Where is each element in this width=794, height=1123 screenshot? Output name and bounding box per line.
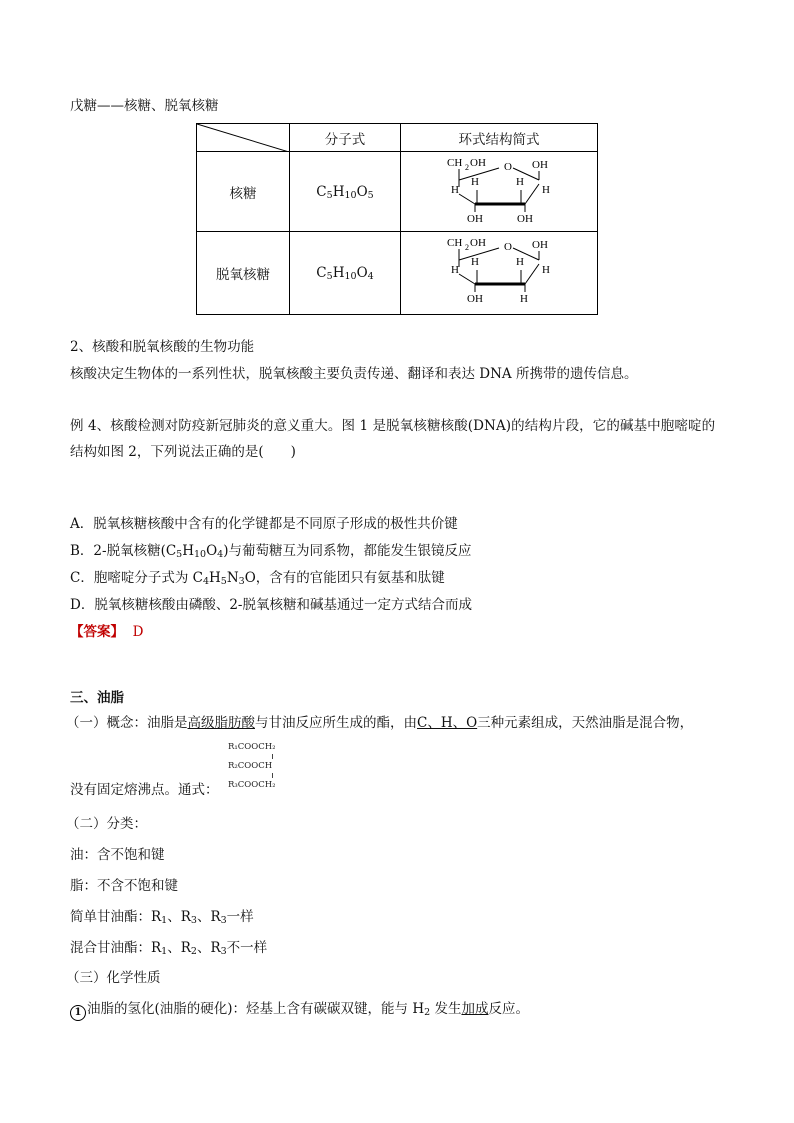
ring-text: H — [471, 176, 479, 188]
answer-value: D — [132, 624, 144, 640]
ring-text: 2 — [465, 243, 469, 252]
lipid-mixed-glyceride: 混合甘油酯：$R_1$、$R_2$、$R_3$不一样 — [70, 940, 268, 957]
answer — [70, 622, 143, 642]
ring-text: H — [451, 184, 459, 196]
ring-text: H — [542, 264, 550, 276]
section-heading-lipid: 三、油脂 — [70, 690, 124, 706]
ring-text: OH — [470, 237, 486, 249]
lipid-concept-line2: 没有固定熔沸点。通式： — [70, 782, 219, 798]
ring-text: OH — [470, 157, 486, 169]
ring-text: H — [516, 176, 524, 188]
lipid-fat: 脂：不含不饱和键 — [70, 878, 178, 894]
ribose-ring-structure — [401, 152, 598, 232]
row-formula-ribose: $C_5H_{10}O_5$ — [290, 152, 401, 232]
pentose-table — [196, 123, 598, 315]
ring-text: OH — [532, 159, 548, 171]
example-question-line2: 结构如图 2，下列说法正确的是( ) — [70, 444, 296, 460]
ring-text: 2 — [465, 163, 469, 172]
ring-text: OH — [532, 239, 548, 251]
deoxyribose-ring-structure — [401, 232, 598, 315]
circled-number: 1 — [70, 1005, 86, 1021]
lipid-hydrogenation: 1 油脂的氢化(油脂的硬化)：烃基上含有碳碳双键，能与 $H_2$ 发生加成反应。 — [70, 999, 529, 1021]
lipid-simple-glyceride: 简单甘油酯：$R_1$、$R_3$、$R_3$一样 — [70, 909, 254, 926]
ring-text: O — [504, 161, 512, 173]
triglyceride-general-formula — [228, 740, 276, 792]
ring-text: CH — [447, 237, 463, 249]
ring-text: H — [451, 264, 459, 276]
row-name-ribose: 核糖 — [197, 152, 290, 232]
answer-label: 【答案】 — [70, 624, 124, 640]
option-d: D．脱氧核糖核酸由磷酸、2-脱氧核糖和碱基通过一定方式结合而成 — [70, 597, 472, 613]
table-corner-diagonal — [197, 124, 290, 152]
header-molecular-formula: 分子式 — [290, 124, 401, 152]
function-text: 核酸决定生物体的一系列性状，脱氧核酸主要负责传递、翻译和表达 DNA 所携带的遗传信息。 — [70, 366, 638, 382]
section-heading-pentose: 戊糖——核糖、脱氧核糖 — [70, 98, 219, 114]
ring-text: H — [471, 256, 479, 268]
lipid-class-heading: （二）分类： — [66, 816, 147, 832]
ring-text: OH — [517, 213, 533, 225]
ring-text: O — [504, 241, 512, 253]
section-heading-function: 2、核酸和脱氧核酸的生物功能 — [70, 339, 255, 355]
header-ring-structure: 环式结构简式 — [401, 124, 598, 152]
formula-line-1: R₁COOCH₂ — [228, 742, 276, 752]
ring-text: H — [542, 184, 550, 196]
option-c: C．胞嘧啶分子式为 $C_4H_5N_3O$，含有的官能团只有氨基和肽键 — [70, 570, 445, 587]
ring-text: CH — [447, 157, 463, 169]
option-a: A．脱氧核糖核酸中含有的化学键都是不同原子形成的极性共价键 — [70, 516, 458, 532]
ring-text: H — [516, 256, 524, 268]
ring-text: H — [520, 293, 528, 305]
lipid-oil: 油：含不饱和键 — [70, 847, 165, 863]
formula-line-3: R₃COOCH₂ — [228, 780, 276, 790]
option-b: B．2-脱氧核糖$(C_5H_{10}O_4)$与葡萄糖互为同系物，都能发生银镜反应 — [70, 543, 472, 560]
row-name-deoxyribose: 脱氧核糖 — [197, 232, 290, 315]
lipid-chem-heading: （三）化学性质 — [66, 970, 161, 986]
ring-text: OH — [467, 293, 483, 305]
lipid-concept-line1: （一）概念：油脂是高级脂肪酸与甘油反应所生成的酯，由C、H、O三种元素组成，天然油脂是混合物， — [66, 715, 694, 731]
row-formula-deoxyribose: $C_5H_{10}O_4$ — [290, 232, 401, 315]
formula-line-2: R₂COOCH — [228, 761, 273, 771]
example-question-line1: 例 4、核酸检测对防疫新冠肺炎的意义重大。图 1 是脱氧核糖核酸(DNA)的结构片段，它的碱基中胞嘧啶的 — [70, 418, 716, 434]
ring-text: OH — [467, 213, 483, 225]
